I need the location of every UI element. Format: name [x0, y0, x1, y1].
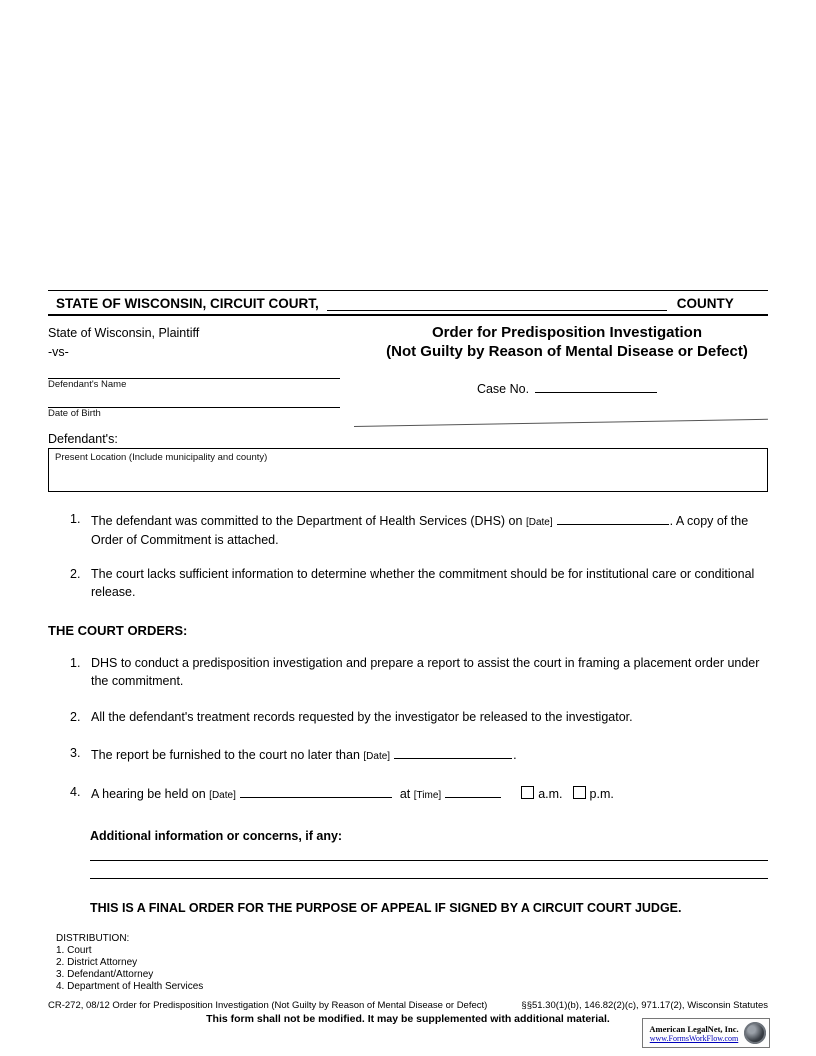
finding-1-part1: The defendant was committed to the Department of Health Services (DHS) on [91, 514, 523, 529]
legalnet-company-name: American LegalNet, Inc. [649, 1023, 739, 1034]
defendant-name-field[interactable] [48, 362, 340, 379]
order-4-part1: A hearing be held on [91, 786, 206, 801]
finding-item-2 [70, 565, 768, 601]
order-2-number: 2. [70, 710, 81, 725]
case-number-row [366, 378, 768, 396]
order-4-text [91, 783, 768, 804]
header-bottom-rule [48, 314, 768, 316]
order-3-part1: The report be furnished to the court no later than [91, 748, 360, 763]
finding-2-text: The court lacks sufficient information to determine whether the commitment should be for institutional care or conditional release. [91, 566, 755, 599]
legalnet-text-block [646, 1024, 742, 1043]
american-legalnet-badge [642, 1018, 770, 1048]
order-2-text: All the defendant's treatment records requested by the investigator be released to the investigator. [91, 710, 633, 725]
present-location-box[interactable] [48, 448, 768, 492]
statutes-citation: §§51.30(1)(b), 146.82(2)(c), 971.17(2), Wisconsin Statutes [521, 1000, 768, 1011]
order-3-text [91, 744, 768, 765]
finding-1-date-tag: [Date] [525, 517, 553, 529]
form-title-line1: Order for Predisposition Investigation [431, 324, 703, 341]
distribution-item-2: 2. District Attorney [56, 957, 138, 969]
finding-2-number: 2. [70, 566, 81, 581]
order-item-2 [70, 708, 768, 726]
modification-notice: This form shall not be modified. It may be supplemented with additional material. [206, 1013, 610, 1025]
distribution-block [56, 933, 768, 992]
form-title-line2: (Not Guilty by Reason of Mental Disease or Defect) [386, 342, 748, 360]
am-label: a.m. [538, 786, 563, 801]
order-4-date-field[interactable] [240, 783, 392, 798]
order-4-date-tag: [Date] [209, 789, 236, 801]
order-4-time-field[interactable] [445, 783, 501, 798]
legalnet-logo-icon [744, 1022, 766, 1044]
order-3-period: . [513, 748, 517, 763]
order-3-date-tag: [Date] [363, 751, 391, 763]
formsworkflow-link[interactable]: www.FormsWorkFlow.com [649, 1033, 739, 1043]
order-item-1 [70, 654, 768, 690]
case-number-field[interactable] [535, 378, 657, 393]
order-4-number: 4. [70, 784, 81, 799]
order-3-number: 3. [70, 746, 81, 761]
order-4-time-tag: [Time] [413, 789, 442, 801]
finding-1-part2: . A copy of the Order of Commitment is attached. [91, 514, 749, 547]
additional-info-label: Additional information or concerns, if any: [90, 829, 343, 844]
county-blank-field[interactable] [327, 296, 667, 311]
distribution-item-4: 4. Department of Health Services [56, 980, 204, 992]
defendants-label: Defendant's: [48, 432, 118, 447]
county-label: COUNTY [676, 296, 734, 311]
additional-info-line-2[interactable] [90, 861, 768, 879]
case-number-label: Case No. [476, 381, 530, 396]
court-orders-heading: THE COURT ORDERS: [48, 623, 188, 639]
distribution-item-3: 3. Defendant/Attorney [56, 968, 154, 980]
date-of-birth-field[interactable] [48, 391, 340, 408]
vs-text: -vs- [48, 344, 69, 359]
order-1-text: DHS to conduct a predisposition investigation and prepare a report to assist the court in framing a placement order under the commitment. [91, 656, 760, 689]
court-header-text: STATE OF WISCONSIN, CIRCUIT COURT, [56, 296, 319, 311]
distribution-label: DISTRIBUTION: [56, 933, 130, 945]
form-footer [48, 1000, 768, 1011]
caption-right-column [340, 324, 768, 420]
am-checkbox[interactable] [521, 786, 534, 799]
distribution-item-1: 1. Court [56, 945, 92, 957]
form-number-text: CR-272, 08/12 Order for Predisposition Investigation (Not Guilty by Reason of Mental Disease or Defect) [48, 1000, 488, 1011]
finding-1-number: 1. [70, 512, 81, 527]
order-item-3 [70, 744, 768, 765]
order-4-at-text: at [399, 786, 411, 801]
finding-1-text [91, 510, 768, 549]
finding-item-1 [70, 510, 768, 549]
defendant-name-label: Defendant's Name [48, 378, 127, 390]
case-caption [48, 324, 768, 420]
caption-left-column [48, 324, 340, 420]
plaintiff-text: State of Wisconsin, Plaintiff [48, 326, 200, 340]
final-order-statement: THIS IS A FINAL ORDER FOR THE PURPOSE OF APPEAL IF SIGNED BY A CIRCUIT COURT JUDGE. [90, 901, 682, 916]
date-of-birth-label: Date of Birth [48, 407, 101, 419]
court-header [48, 291, 768, 314]
finding-1-date-field[interactable] [557, 510, 669, 525]
form-content [48, 290, 768, 992]
order-1-number: 1. [70, 656, 81, 671]
additional-info-line-1[interactable] [90, 843, 768, 861]
present-location-caption: Present Location (Include municipality and county) [55, 452, 268, 464]
pm-checkbox[interactable] [573, 786, 586, 799]
order-3-date-field[interactable] [394, 744, 512, 759]
pm-label: p.m. [589, 786, 614, 801]
order-item-4 [70, 783, 768, 804]
